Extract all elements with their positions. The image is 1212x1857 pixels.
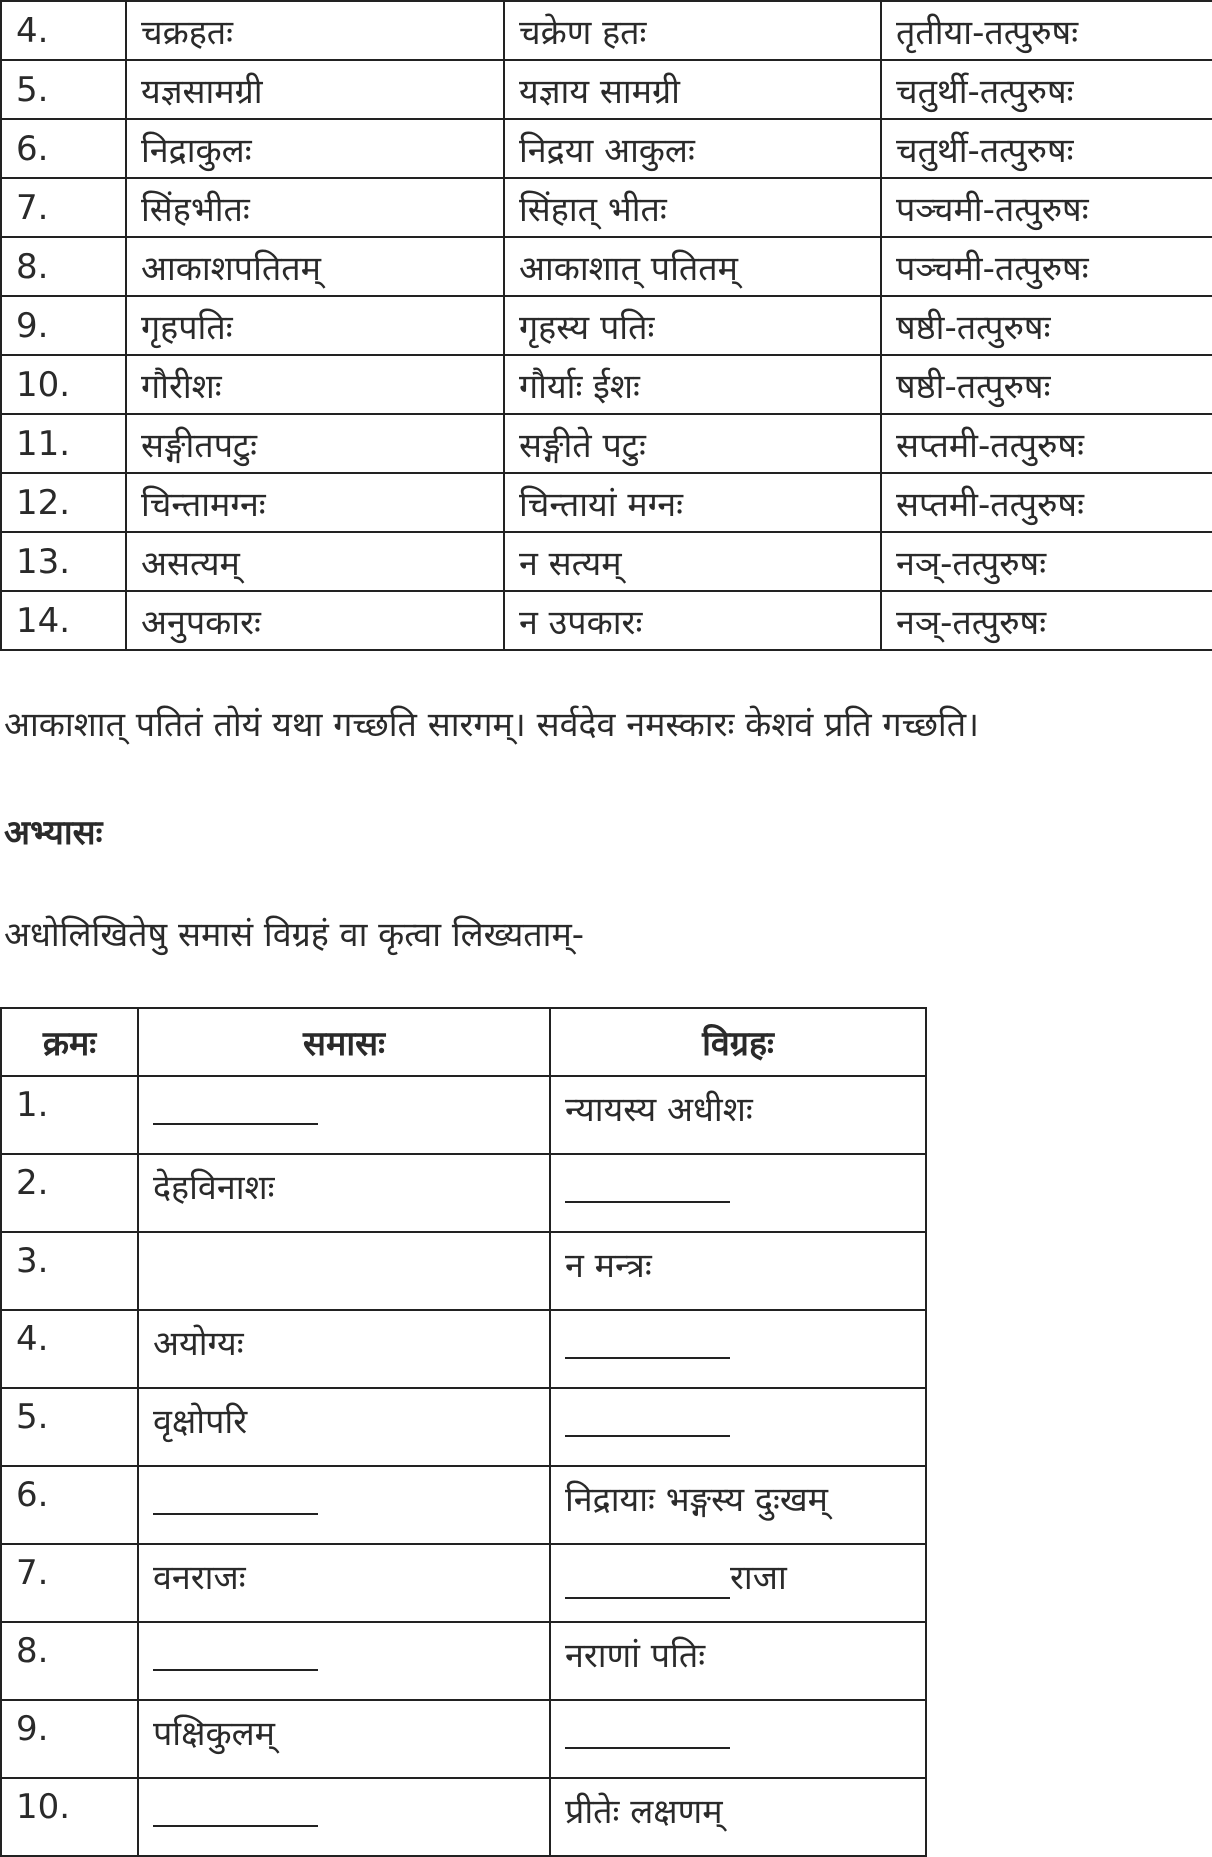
table-row xyxy=(1,591,1212,650)
vigraha-cell: चक्रेण हतः xyxy=(504,1,881,60)
table-row xyxy=(1,178,1212,237)
samasa-type-cell: सप्तमी-तत्पुरुषः xyxy=(881,414,1212,473)
table-row xyxy=(1,1154,926,1232)
vigraha-cell: सङ्गीते पटुः xyxy=(504,414,881,473)
table-row xyxy=(1,60,1212,119)
vigraha-answer-cell[interactable] xyxy=(550,1154,926,1232)
samasa-cell: असत्यम् xyxy=(126,532,504,591)
table-row xyxy=(1,1544,926,1622)
samasa-cell: चक्रहतः xyxy=(126,1,504,60)
vigraha-cell: गृहस्य पतिः xyxy=(504,296,881,355)
samasa-answer-cell[interactable] xyxy=(138,1622,550,1700)
samasa-answer-cell[interactable] xyxy=(138,1232,550,1310)
row-number: 6. xyxy=(1,119,126,178)
row-number: 11. xyxy=(1,414,126,473)
row-number: 9. xyxy=(1,1700,138,1778)
samasa-cell: यज्ञसामग्री xyxy=(126,60,504,119)
table-row xyxy=(1,1,1212,60)
table-row xyxy=(1,1310,926,1388)
samasa-cell: पक्षिकुलम् xyxy=(138,1700,550,1778)
vigraha-suffix: राजा xyxy=(730,1558,787,1598)
row-number: 5. xyxy=(1,60,126,119)
answer-blank[interactable] xyxy=(565,1323,730,1359)
table-row xyxy=(1,237,1212,296)
samasa-type-cell: सप्तमी-तत्पुरुषः xyxy=(881,473,1212,532)
vigraha-cell: निद्रया आकुलः xyxy=(504,119,881,178)
row-number: 8. xyxy=(1,1622,138,1700)
vigraha-cell: न मन्त्रः xyxy=(550,1232,926,1310)
row-number: 3. xyxy=(1,1232,138,1310)
row-number: 9. xyxy=(1,296,126,355)
row-number: 4. xyxy=(1,1,126,60)
vigraha-cell: चिन्तायां मग्नः xyxy=(504,473,881,532)
column-header-samasa: समासः xyxy=(138,1008,550,1076)
vigraha-cell: न सत्यम् xyxy=(504,532,881,591)
vigraha-answer-cell[interactable] xyxy=(550,1310,926,1388)
row-number: 6. xyxy=(1,1466,138,1544)
samasa-type-cell: चतुर्थी-तत्पुरुषः xyxy=(881,119,1212,178)
samasa-type-cell: षष्ठी-तत्पुरुषः xyxy=(881,296,1212,355)
vigraha-cell: न उपकारः xyxy=(504,591,881,650)
samasa-cell: गौरीशः xyxy=(126,355,504,414)
vigraha-partial-cell[interactable] xyxy=(550,1544,926,1622)
table-row xyxy=(1,1232,926,1310)
samasa-type-cell: पञ्चमी-तत्पुरुषः xyxy=(881,178,1212,237)
table-row xyxy=(1,1466,926,1544)
exercise-instruction: अधोलिखितेषु समासं विग्रहं वा कृत्वा लिख्यताम्- xyxy=(4,915,585,955)
row-number: 2. xyxy=(1,1154,138,1232)
row-number: 10. xyxy=(1,355,126,414)
samasa-cell: अनुपकारः xyxy=(126,591,504,650)
table-row xyxy=(1,532,1212,591)
table-row xyxy=(1,1622,926,1700)
vigraha-cell: गौर्याः ईशः xyxy=(504,355,881,414)
samasa-answer-cell[interactable] xyxy=(138,1466,550,1544)
vigraha-cell: निद्रायाः भङ्गस्य दुःखम् xyxy=(550,1466,926,1544)
samasa-type-cell: तृतीया-तत्पुरुषः xyxy=(881,1,1212,60)
table-row xyxy=(1,1388,926,1466)
samasa-cell: सिंहभीतः xyxy=(126,178,504,237)
table-row xyxy=(1,119,1212,178)
table-row xyxy=(1,1076,926,1154)
answer-blank[interactable] xyxy=(565,1563,730,1599)
samasa-cell: चिन्तामग्नः xyxy=(126,473,504,532)
samasa-cell: निद्राकुलः xyxy=(126,119,504,178)
samasa-cell: गृहपतिः xyxy=(126,296,504,355)
vigraha-cell: न्यायस्य अधीशः xyxy=(550,1076,926,1154)
samasa-answer-cell[interactable] xyxy=(138,1076,550,1154)
vigraha-cell: यज्ञाय सामग्री xyxy=(504,60,881,119)
answer-blank[interactable] xyxy=(565,1167,730,1203)
answer-blank[interactable] xyxy=(565,1713,730,1749)
samasa-answer-cell[interactable] xyxy=(138,1778,550,1856)
vigraha-answer-cell[interactable] xyxy=(550,1700,926,1778)
shloka-text: आकाशात् पतितं तोयं यथा गच्छति सारगम्। सर्वदेव नमस्कारः केशवं प्रति गच्छति। xyxy=(4,705,980,745)
vigraha-answer-cell[interactable] xyxy=(550,1388,926,1466)
row-number: 1. xyxy=(1,1076,138,1154)
samasa-type-cell: नञ्-तत्पुरुषः xyxy=(881,591,1212,650)
samasa-type-cell: नञ्-तत्पुरुषः xyxy=(881,532,1212,591)
vigraha-cell: नराणां पतिः xyxy=(550,1622,926,1700)
table-header-row xyxy=(1,1008,926,1076)
row-number: 13. xyxy=(1,532,126,591)
samasa-cell: देहविनाशः xyxy=(138,1154,550,1232)
samasa-cell: अयोग्यः xyxy=(138,1310,550,1388)
samasa-cell: वृक्षोपरि xyxy=(138,1388,550,1466)
column-header-vigraha: विग्रहः xyxy=(550,1008,926,1076)
samasa-cell: सङ्गीतपटुः xyxy=(126,414,504,473)
table-row xyxy=(1,1700,926,1778)
answer-blank[interactable] xyxy=(153,1791,318,1827)
table-row xyxy=(1,473,1212,532)
vigraha-cell: आकाशात् पतितम् xyxy=(504,237,881,296)
row-number: 12. xyxy=(1,473,126,532)
table-row xyxy=(1,1778,926,1856)
vigraha-cell: प्रीतेः लक्षणम् xyxy=(550,1778,926,1856)
row-number: 4. xyxy=(1,1310,138,1388)
table-row xyxy=(1,355,1212,414)
samasa-cell: आकाशपतितम् xyxy=(126,237,504,296)
exercise-table xyxy=(0,1007,927,1857)
vigraha-cell: सिंहात् भीतः xyxy=(504,178,881,237)
answer-blank[interactable] xyxy=(565,1401,730,1437)
samasa-type-cell: चतुर्थी-तत्पुरुषः xyxy=(881,60,1212,119)
column-header-number: क्रमः xyxy=(1,1008,138,1076)
row-number: 7. xyxy=(1,1544,138,1622)
samasa-cell: वनराजः xyxy=(138,1544,550,1622)
row-number: 10. xyxy=(1,1778,138,1856)
row-number: 14. xyxy=(1,591,126,650)
samasa-example-table xyxy=(0,0,1212,651)
row-number: 8. xyxy=(1,237,126,296)
samasa-type-cell: पञ्चमी-तत्पुरुषः xyxy=(881,237,1212,296)
answer-blank[interactable] xyxy=(153,1479,318,1515)
row-number: 5. xyxy=(1,1388,138,1466)
samasa-type-cell: षष्ठी-तत्पुरुषः xyxy=(881,355,1212,414)
row-number: 7. xyxy=(1,178,126,237)
answer-blank[interactable] xyxy=(153,1089,318,1125)
table-row xyxy=(1,296,1212,355)
exercise-heading: अभ्यासः xyxy=(4,813,103,853)
table-row xyxy=(1,414,1212,473)
answer-blank[interactable] xyxy=(153,1635,318,1671)
